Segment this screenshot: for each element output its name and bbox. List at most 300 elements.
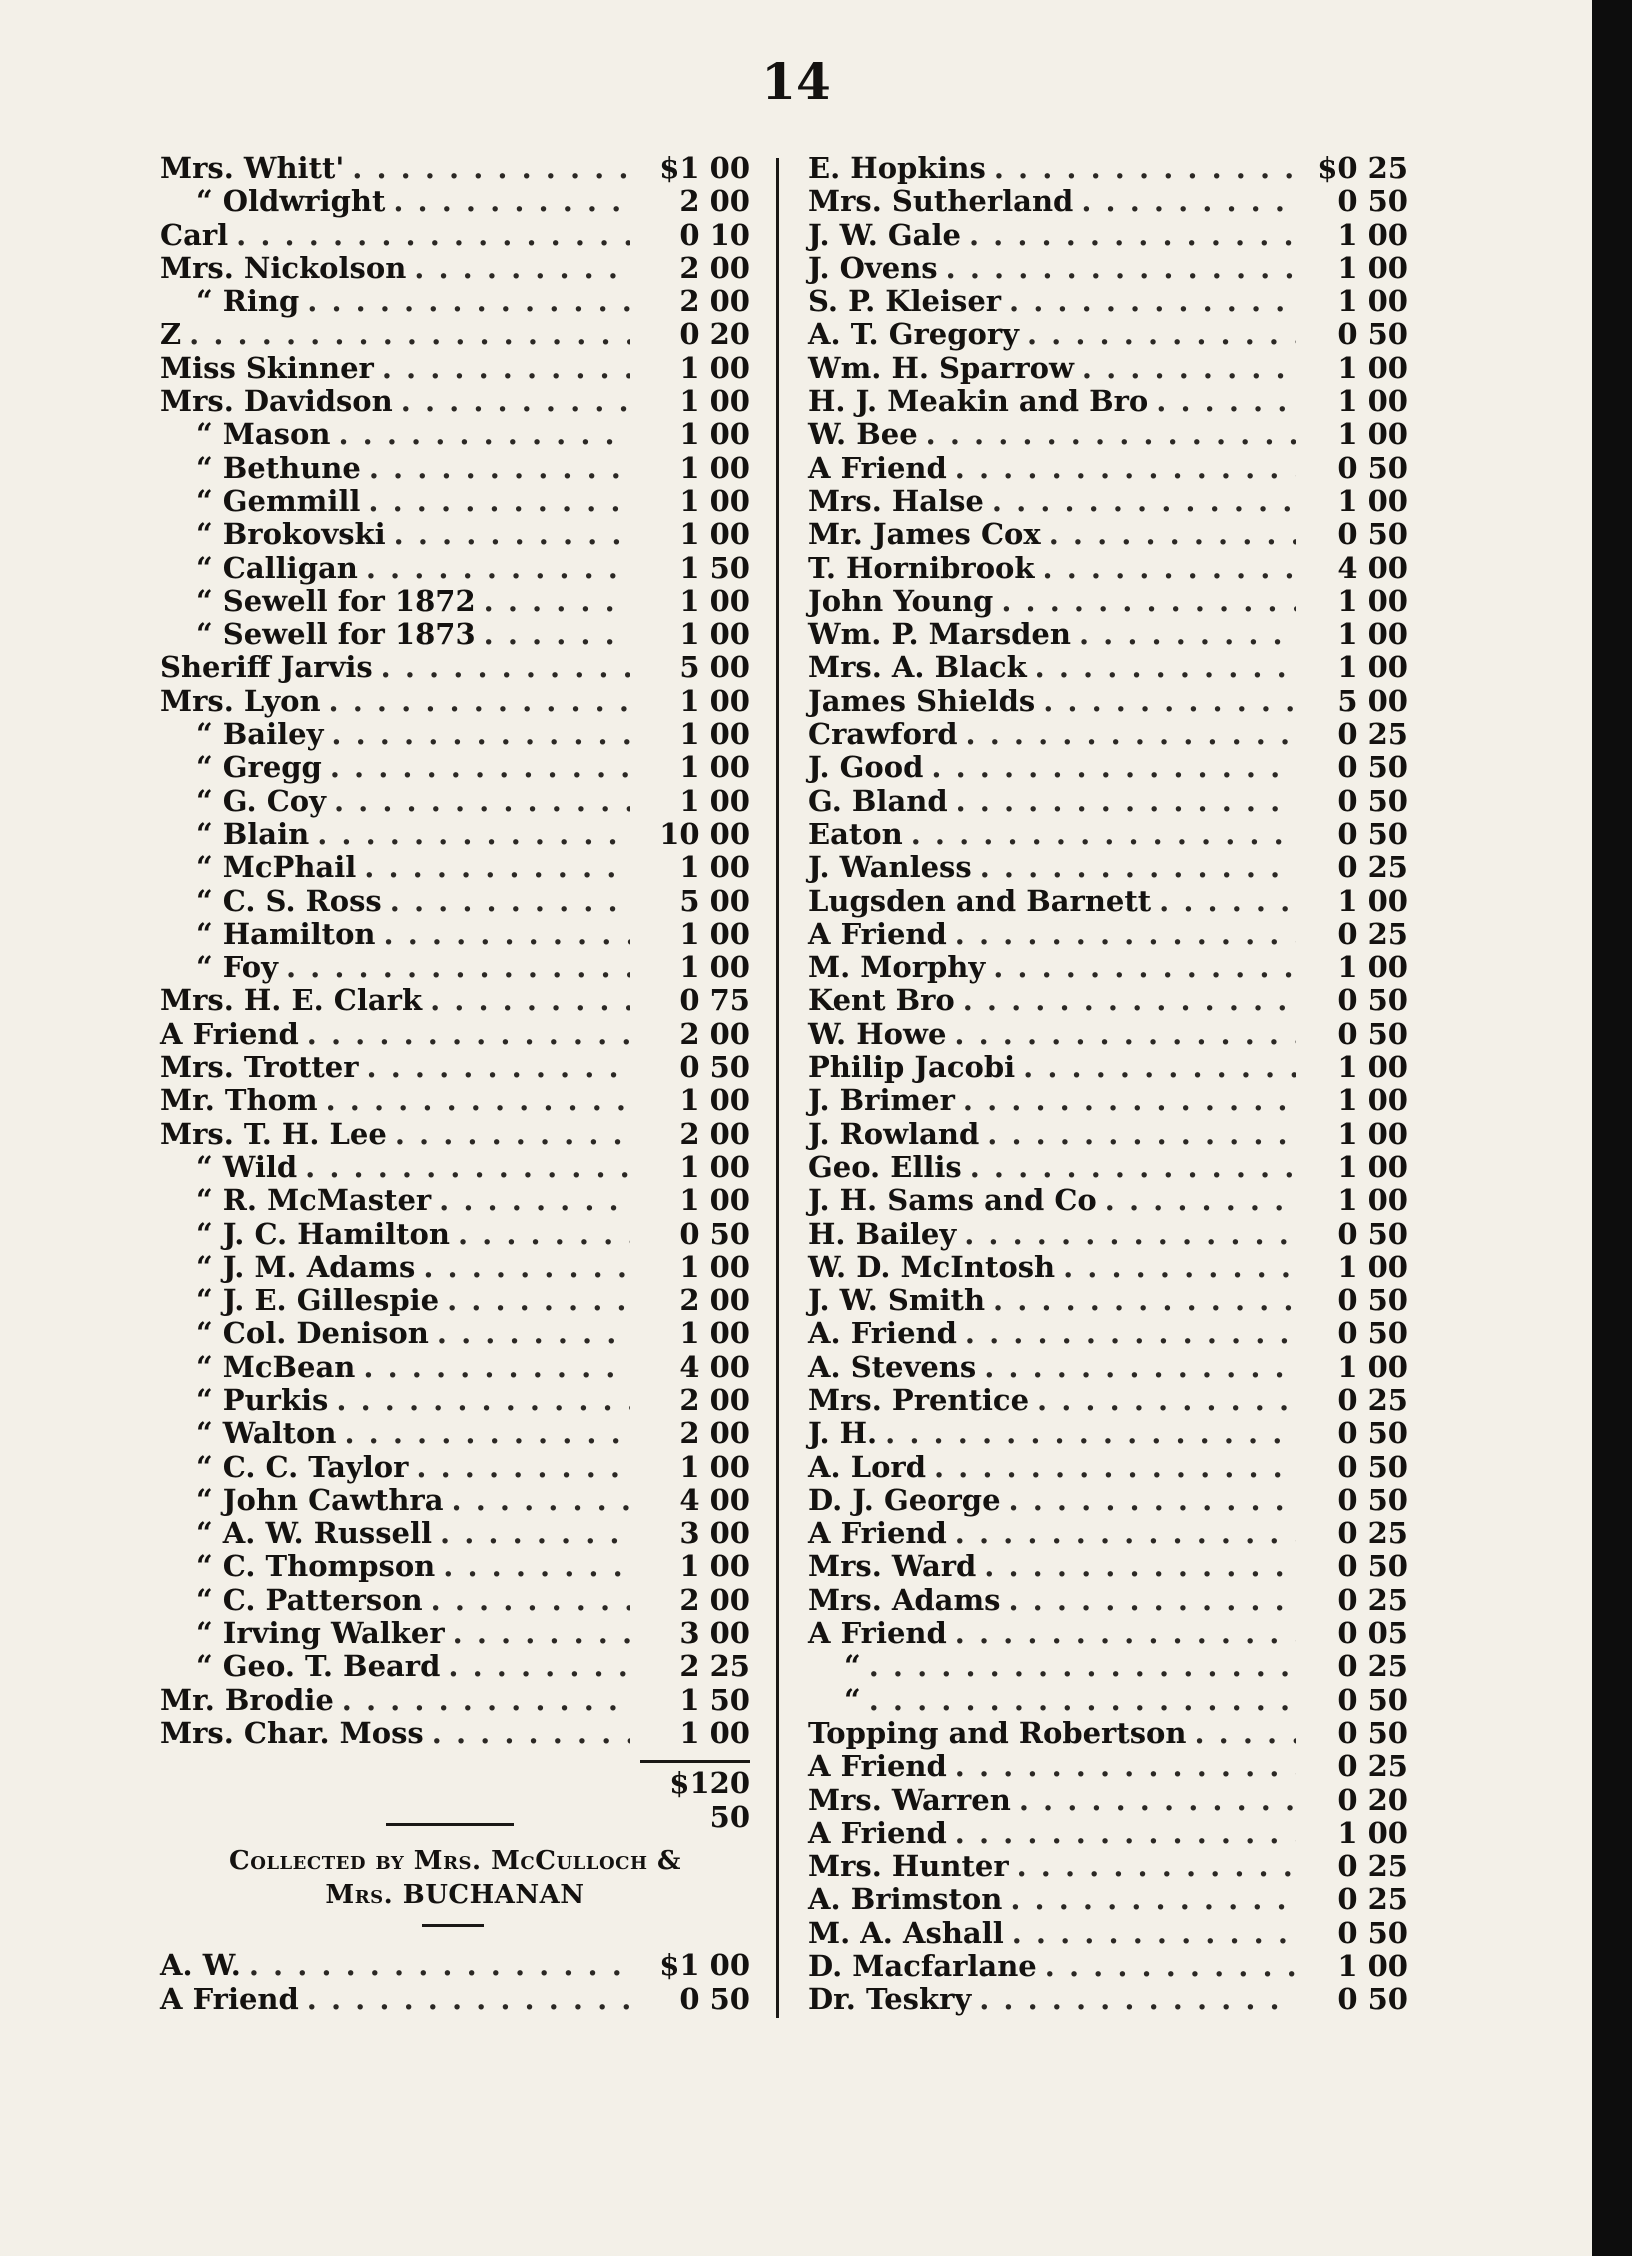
dot-leader [1194,1717,1296,1750]
list-item [160,984,750,1017]
dot-leader [1010,1883,1296,1916]
list-item [808,984,1408,1017]
list-item [808,918,1408,951]
dot-leader [368,485,630,518]
subscription-amount: 1 00 [1337,1149,1408,1184]
subscriber-name: Mrs. Halse [808,483,984,518]
dot-leader [869,1684,1296,1717]
list-item [808,1451,1408,1484]
list-item [160,552,750,585]
dot-leader [330,751,630,784]
subscriber-name: H. J. Meakin and Bro [808,384,1149,419]
subscription-amount: 5 00 [679,883,750,918]
subscriber-name: James Shields [808,683,1036,718]
subscription-amount: 1 00 [679,1149,750,1184]
dot-leader [1027,318,1296,351]
list-item [808,1351,1408,1384]
subscriber-name: “ C. Thompson [196,1549,436,1584]
subscription-amount: 0 50 [1337,450,1408,485]
subscriber-name: A. Lord [808,1449,926,1484]
list-item [808,751,1408,784]
subscriber-name: Mrs. Davidson [160,384,393,419]
subscriber-name: “ C. Patterson [196,1582,423,1617]
subscriber-name: Mrs. Sutherland [808,184,1074,219]
list-item [808,1384,1408,1417]
subscriber-name: “ Ring [196,284,300,319]
list-item [160,1949,750,1982]
list-item [160,685,750,718]
subscriber-name: Mrs. Prentice [808,1382,1030,1417]
subscription-amount: 1 00 [1337,217,1408,252]
dot-leader [331,718,630,751]
subscription-amount: 0 25 [1337,1516,1408,1551]
subscriber-name: A Friend [808,916,947,951]
subscription-amount: 1 00 [679,916,750,951]
dot-leader [955,1517,1296,1550]
list-item [808,1917,1408,1950]
subscription-amount: 1 00 [679,1183,750,1218]
dot-leader [955,1817,1296,1850]
subscriber-name: D. Macfarlane [808,1949,1037,1984]
list-item [808,1584,1408,1617]
left-subscriber-list [160,152,750,1750]
dot-leader [326,1084,630,1117]
dot-leader [336,1384,630,1417]
subscriber-name: J. W. Gale [808,217,961,252]
list-item [808,1950,1408,1983]
subscription-amount: 1 00 [1337,650,1408,685]
dot-leader [307,1983,630,2016]
dot-leader [1017,1850,1296,1883]
dot-leader [452,1484,631,1517]
subscriber-name: A. Brimston [808,1882,1003,1917]
dot-leader [1035,651,1296,684]
dot-leader [437,1317,630,1350]
subscription-amount: 2 00 [679,184,750,219]
subscription-amount: 0 50 [1337,1715,1408,1750]
dot-leader [352,152,630,185]
subscription-amount: 1 00 [1337,1050,1408,1085]
subscriber-name: “ Oldwright [196,184,386,219]
dot-leader [390,885,630,918]
subscription-amount: 1 00 [679,683,750,718]
dot-leader [439,1184,630,1217]
list-item [160,1517,750,1550]
list-item [808,452,1408,485]
list-item [160,1151,750,1184]
subscription-amount: 0 50 [1337,1316,1408,1351]
subscriber-name: “ Mason [196,417,331,452]
section-divider [386,1823,514,1826]
subscription-amount: 0 50 [1337,1982,1408,2017]
dot-leader [1049,518,1296,551]
list-item [808,485,1408,518]
left-column [160,152,750,2016]
subscriber-name: Mr. James Cox [808,517,1041,552]
list-item [160,185,750,218]
list-item [808,1817,1408,1850]
subscriber-name: “ Gregg [196,750,322,785]
subscription-amount: 0 25 [1337,1749,1408,1784]
subscriber-name: Wm. H. Sparrow [808,350,1074,385]
subscriber-name: A Friend [808,1516,947,1551]
list-item [808,1517,1408,1550]
subscription-amount: 1 00 [679,1083,750,1118]
subscription-amount: 0 05 [1337,1616,1408,1651]
dot-leader [994,152,1296,185]
list-item [808,1883,1408,1916]
dot-leader [394,518,630,551]
subscription-amount: 0 25 [1337,1882,1408,1917]
subscription-amount: 2 00 [679,250,750,285]
list-item [160,219,750,252]
list-item [808,685,1408,718]
subscription-amount: 1 00 [679,850,750,885]
dot-leader [443,1550,630,1583]
dot-leader [970,1151,1296,1184]
subscription-amount: 1 00 [1337,1116,1408,1151]
dot-leader [307,285,630,318]
subscriber-name: “ Bailey [196,717,324,752]
subscription-amount: 3 00 [679,1516,750,1551]
collected-heading-line2: Mrs. BUCHANAN [325,1880,585,1911]
list-item [808,618,1408,651]
dot-leader [955,918,1296,951]
subscriber-name: Mrs. A. Black [808,650,1027,685]
dot-leader [954,1018,1296,1051]
subscription-amount: 0 50 [679,1050,750,1085]
subscriber-name: E. Hopkins [808,151,986,185]
list-item [160,618,750,651]
list-item [160,1684,750,1717]
subscriber-name: A Friend [808,1616,947,1651]
dot-leader [1037,1384,1296,1417]
list-item [808,1750,1408,1783]
subscriber-name: “ Foy [196,950,278,985]
dot-leader [431,1584,630,1617]
list-item [160,1184,750,1217]
subscriber-name: Eaton [808,816,903,851]
subscriber-name: Sheriff Jarvis [160,650,373,685]
subscriber-name: “ McBean [196,1349,356,1384]
subscriber-name: Mrs. Whitt' [160,151,345,185]
subscription-amount: 1 00 [1337,1349,1408,1384]
list-item [808,1317,1408,1350]
list-item [808,318,1408,351]
list-item [808,152,1408,185]
dot-leader [1043,685,1296,718]
dot-leader [484,585,630,618]
subscriber-name: “ G. Coy [196,783,326,818]
subscription-amount: 4 00 [1337,550,1408,585]
subscription-amount: 1 00 [679,517,750,552]
subscriber-name: T. Hornibrook [808,550,1035,585]
list-item [808,1218,1408,1251]
list-item [160,1251,750,1284]
subscription-amount: 1 00 [1337,483,1408,518]
subscription-amount: 1 00 [1337,284,1408,319]
subscriber-name: “ Purkis [196,1382,329,1417]
subscription-amount: 2 25 [679,1649,750,1684]
dot-leader [249,1949,630,1982]
subscription-amount: 0 75 [679,983,750,1018]
list-item [808,1118,1408,1151]
dot-leader [367,1051,630,1084]
dot-leader [393,185,630,218]
dot-leader [381,651,630,684]
subscription-amount: 0 50 [1337,1449,1408,1484]
dot-leader [964,1218,1296,1251]
subscriber-name: Crawford [808,717,958,752]
dot-leader [980,851,1296,884]
subscription-amount: 0 50 [1337,1915,1408,1950]
list-item [160,1717,750,1750]
subscriber-name: “ Col. Denison [196,1316,429,1351]
subscriber-name: Mrs. Warren [808,1782,1011,1817]
dot-leader [1082,352,1296,385]
total-row [160,1766,750,1834]
dot-leader [342,1684,630,1717]
subscriber-name: Mrs. Char. Moss [160,1715,424,1750]
subscriber-name: A Friend [808,450,947,485]
subscription-amount: 0 25 [1337,916,1408,951]
list-item [160,951,750,984]
dot-leader [1045,1950,1296,1983]
list-item [160,718,750,751]
subscription-amount: 0 50 [679,1216,750,1251]
subscription-amount: 1 00 [679,450,750,485]
dot-leader [955,452,1296,485]
list-item [808,951,1408,984]
subscriber-name: Mrs. H. E. Clark [160,983,423,1018]
list-item [160,385,750,418]
list-item [808,885,1408,918]
dot-leader [955,1750,1296,1783]
dot-leader [369,452,630,485]
subscription-amount: 1 00 [679,1249,750,1284]
subscription-amount: 1 00 [679,483,750,518]
subscription-amount: 1 00 [1337,1815,1408,1850]
subscriber-name: A Friend [160,1981,299,2016]
dot-leader [885,1417,1296,1450]
subscriber-name: A. Stevens [808,1349,977,1384]
list-item [808,851,1408,884]
subscription-amount: 5 00 [1337,683,1408,718]
subscription-amount: 0 50 [1337,317,1408,352]
subscriber-name: W. Bee [808,417,918,452]
dot-leader [458,1218,630,1251]
dot-leader [1081,185,1296,218]
dot-leader [979,1983,1296,2016]
dot-leader [963,984,1296,1017]
list-item [808,1650,1408,1683]
list-item [160,751,750,784]
dot-leader [364,851,630,884]
list-item [160,1351,750,1384]
subscriber-name: A Friend [160,1016,299,1051]
subscription-amount: 1 00 [1337,384,1408,419]
subscription-amount: 2 00 [679,1116,750,1151]
dot-leader [987,1118,1296,1151]
collected-heading-line1: Collected by Mrs. McCulloch & [229,1846,681,1877]
subscription-amount: 2 00 [679,1416,750,1451]
subscriber-name: M. Morphy [808,950,986,985]
dot-leader [992,485,1296,518]
subscriber-name: Mrs. Ward [808,1549,977,1584]
dot-leader [384,918,630,951]
dot-leader [966,718,1297,751]
dot-leader [432,1717,630,1750]
subscription-amount: 0 50 [1337,1682,1408,1717]
dot-leader [911,818,1296,851]
subscriber-name: “ Geo. T. Beard [196,1649,441,1684]
list-item [808,1617,1408,1650]
dot-leader [329,685,630,718]
subscription-amount: 1 00 [1337,417,1408,452]
list-item [808,585,1408,618]
subscription-amount: 0 25 [1337,850,1408,885]
list-item [808,1251,1408,1284]
subscription-amount: 1 00 [1337,617,1408,652]
dot-leader [317,818,630,851]
subscriber-name: “ Hamilton [196,916,376,951]
list-item [160,1983,750,2016]
subscriber-name: “ Sewell for 1872 [196,583,476,618]
list-item [808,219,1408,252]
subscriber-name: “ J. M. Adams [196,1249,416,1284]
list-item [808,385,1408,418]
dot-leader [305,1151,630,1184]
subscriber-name: “ Brokovski [196,517,386,552]
subscription-amount: 1 00 [679,617,750,652]
subscriber-name: J. H. Sams and Co [808,1183,1097,1218]
list-item [160,885,750,918]
subscriber-name: Carl [160,217,229,252]
subscriber-name: “ Walton [196,1416,337,1451]
subscriber-name: Kent Bro [808,983,955,1018]
subscription-amount: 0 50 [679,1981,750,2016]
subscriber-name: “ Wild [196,1149,298,1184]
dot-leader [307,1018,630,1051]
subscriber-name: Philip Jacobi [808,1050,1016,1085]
list-item [808,1550,1408,1583]
subscriber-name: Wm. P. Marsden [808,617,1071,652]
subscriber-name: Mrs. T. H. Lee [160,1116,387,1151]
list-item [808,552,1408,585]
dot-leader [946,252,1296,285]
subscription-amount: 0 20 [679,317,750,352]
dot-leader [984,1351,1296,1384]
dot-leader [1009,1484,1296,1517]
right-column [808,152,1408,2017]
list-item [808,252,1408,285]
subscription-amount: 1 00 [1337,1083,1408,1118]
subscriber-name: “ [844,1649,861,1684]
subscription-amount: 0 50 [1337,517,1408,552]
subscription-amount: 0 25 [1337,1849,1408,1884]
subscriber-name: Mrs. Trotter [160,1050,359,1085]
subscription-amount: $1 00 [659,1948,750,1983]
list-item [160,1317,750,1350]
subscriber-name: A. Friend [808,1316,957,1351]
list-item [160,418,750,451]
subscription-amount: 10 00 [659,816,750,851]
subscription-amount: $0 25 [1317,151,1408,185]
list-item [160,818,750,851]
dot-leader [189,318,630,351]
subscription-amount: 1 00 [679,417,750,452]
subscription-amount: 1 00 [1337,583,1408,618]
subscription-amount: 0 50 [1337,816,1408,851]
subscriber-name: Mrs. Hunter [808,1849,1009,1884]
dot-leader [448,1650,630,1683]
subscriber-name: A. W. [160,1948,241,1983]
subscriber-name: J. H. [808,1416,878,1451]
list-item [160,1051,750,1084]
list-item [160,352,750,385]
subscription-amount: 2 00 [679,1382,750,1417]
subscriber-name: W. D. McIntosh [808,1249,1056,1284]
subscriber-name: “ R. McMaster [196,1183,432,1218]
total-rule [640,1760,750,1763]
subscriber-name: A Friend [808,1749,947,1784]
dot-leader [963,1084,1296,1117]
subscriber-name: Geo. Ellis [808,1149,962,1184]
subscriber-name: “ John Cawthra [196,1482,444,1517]
subscriber-name: M. A. Ashall [808,1915,1004,1950]
dot-leader [926,418,1296,451]
subscription-amount: 1 00 [679,350,750,385]
dot-leader [430,984,630,1017]
dot-leader [366,552,630,585]
list-item [160,1617,750,1650]
scan-edge [1592,0,1632,2256]
list-item [808,518,1408,551]
subscription-amount: 1 00 [679,1715,750,1750]
list-item [808,1084,1408,1117]
dot-leader [382,352,630,385]
dot-leader [416,1451,630,1484]
subscription-amount: 1 00 [1337,250,1408,285]
list-item [160,318,750,351]
subscriber-name: “ Gemmill [196,483,361,518]
dot-leader [236,219,630,252]
list-item [160,1218,750,1251]
subscription-amount: 5 00 [679,650,750,685]
subscriber-name: Mr. Brodie [160,1682,334,1717]
subscriber-name: “ C. S. Ross [196,883,382,918]
list-item [160,518,750,551]
subscription-amount: 1 00 [679,583,750,618]
subscription-amount: 1 00 [679,1449,750,1484]
subscription-amount: 0 20 [1337,1782,1408,1817]
list-item [160,785,750,818]
heading-divider [422,1924,484,1927]
subscriber-name: J. W. Smith [808,1283,986,1318]
subscription-amount: 4 00 [679,1349,750,1384]
subscription-amount: 1 00 [679,783,750,818]
dot-leader [1159,885,1296,918]
list-item [160,485,750,518]
list-item [808,1717,1408,1750]
subscriber-name: “ Irving Walker [196,1616,445,1651]
subscription-amount: 0 50 [1337,184,1408,219]
subscription-amount: 1 00 [679,1549,750,1584]
subscription-amount: 0 50 [1337,1216,1408,1251]
subscription-amount: 2 00 [679,284,750,319]
subscriber-name: “ [844,1682,861,1717]
list-item [160,851,750,884]
